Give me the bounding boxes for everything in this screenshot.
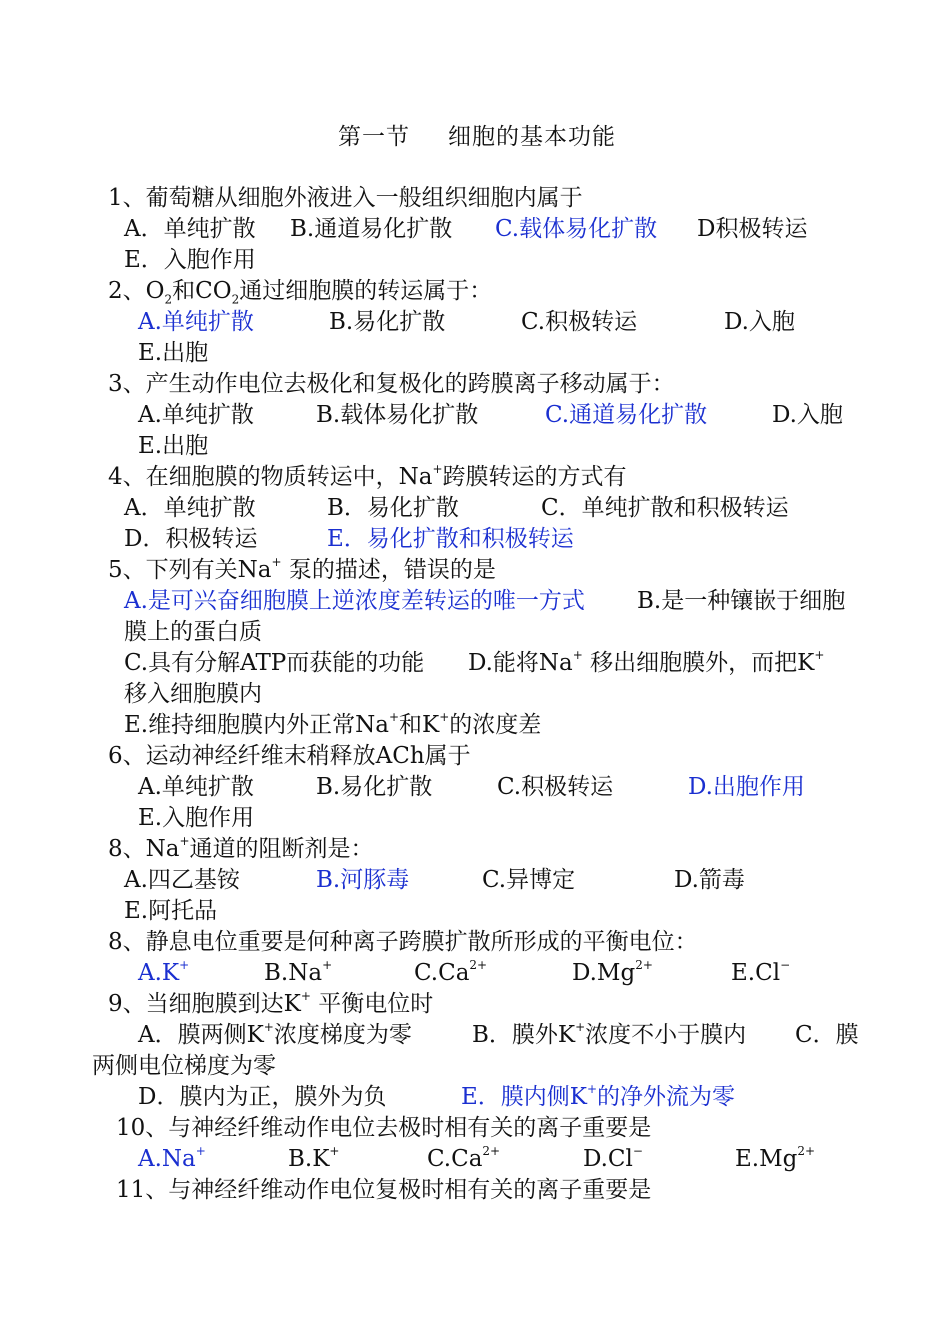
q2-option-d: D.入胞 <box>724 309 795 335</box>
q8-e-superscript: − <box>780 958 791 973</box>
q5-option-d-continued: 移入细胞膜内 <box>124 681 262 707</box>
q9-e-part: 的净外流为零 <box>597 1084 736 1110</box>
q5-d-superscript: + <box>572 648 583 663</box>
q5-superscript: + <box>271 555 282 570</box>
question-7-stem <box>108 834 374 864</box>
q6-option-a: A.单纯扩散 <box>138 774 254 800</box>
q5-d-part: 移出细胞膜外，而把K <box>582 650 815 676</box>
q2-stem-part: 和CO <box>172 278 232 304</box>
q9-b-part: B．膜外K <box>472 1022 576 1048</box>
q10-option-a-answer <box>138 1144 206 1174</box>
q5-stem-part: 5、下列有关Na <box>108 557 272 583</box>
q8-c-superscript: 2+ <box>469 958 488 973</box>
q5-option-b-continued: 膜上的蛋白质 <box>124 619 262 645</box>
q4-option-e-answer: E．易化扩散和积极转运 <box>327 526 574 552</box>
q9-option-e-answer <box>461 1082 735 1112</box>
question-5-stem <box>108 555 496 585</box>
q5-e-superscript: + <box>439 710 450 725</box>
q7-option-e: E.阿托品 <box>124 898 218 924</box>
q9-stem-part: 9、当细胞膜到达K <box>108 991 301 1017</box>
q5-e-part: 和K <box>399 712 440 738</box>
q1-option-d: D积极转运 <box>697 216 808 242</box>
question-9-stem <box>108 989 433 1019</box>
q9-superscript: + <box>300 989 311 1004</box>
question-4-stem <box>108 462 627 492</box>
q6-option-e: E.入胞作用 <box>138 805 255 831</box>
q9-a-part: A．膜两侧K <box>138 1022 264 1048</box>
q8-c-text: C.Ca <box>414 960 470 986</box>
q2-stem-part: 通过细胞膜的转运属于： <box>239 278 493 304</box>
q1-option-c-answer: C.载体易化扩散 <box>495 216 658 242</box>
question-2-stem <box>108 276 492 306</box>
q1-option-a: A．单纯扩散 <box>124 216 256 242</box>
q9-option-c: C．膜 <box>795 1022 859 1048</box>
q9-option-c-continued: 两侧电位梯度为零 <box>92 1053 276 1079</box>
q6-option-b: B.易化扩散 <box>316 774 433 800</box>
q2-subscript: 2 <box>164 292 173 307</box>
q9-option-b <box>472 1020 746 1050</box>
q9-a-superscript: + <box>263 1020 274 1035</box>
q7-superscript: + <box>179 834 190 849</box>
q9-option-d: D．膜内为正，膜外为负 <box>138 1084 387 1110</box>
q4-option-c: C．单纯扩散和积极转运 <box>541 495 789 521</box>
q8-option-c <box>414 958 487 988</box>
q7-option-b-answer: B.河豚毒 <box>316 867 410 893</box>
q4-option-d: D．积极转运 <box>124 526 258 552</box>
q10-option-e <box>735 1144 815 1174</box>
q9-b-superscript: + <box>575 1020 586 1035</box>
q5-e-superscript: + <box>388 710 400 725</box>
q7-option-c: C.异博定 <box>482 867 576 893</box>
question-1-stem: 1、葡萄糖从细胞外液进入一般组织细胞内属于 <box>108 185 583 211</box>
q2-stem-part: 2、O <box>108 278 165 304</box>
q8-option-b <box>264 958 332 988</box>
q4-stem-part: 4、在细胞膜的物质转运中，Na <box>108 464 433 490</box>
q8-option-e <box>731 958 790 988</box>
q8-option-d <box>572 958 653 988</box>
q2-option-e: E.出胞 <box>138 340 209 366</box>
q10-c-text: C.Ca <box>427 1146 483 1172</box>
q10-b-text: B.K <box>288 1146 330 1172</box>
q8-a-text: A.K <box>138 960 180 986</box>
question-6-stem: 6、运动神经纤维末稍释放ACh属于 <box>108 743 471 769</box>
q5-option-d <box>468 648 824 678</box>
q5-option-b: B.是一种镶嵌于细胞 <box>637 588 846 614</box>
q2-option-a-answer: A.单纯扩散 <box>138 309 254 335</box>
q1-option-e: E．入胞作用 <box>124 247 256 273</box>
q8-b-text: B.Na <box>264 960 323 986</box>
q3-option-e: E.出胞 <box>138 433 209 459</box>
q9-e-part: E．膜内侧K <box>461 1084 587 1110</box>
q5-stem-part: 泵的描述，错误的是 <box>281 557 496 583</box>
q10-c-superscript: 2+ <box>482 1144 501 1159</box>
q5-e-part: E.维持细胞膜内外正常Na <box>124 712 389 738</box>
question-3-stem: 3、产生动作电位去极化和复极化的跨膜离子移动属于： <box>108 371 675 397</box>
q4-option-b: B．易化扩散 <box>327 495 459 521</box>
question-8-stem: 8、静息电位重要是何种离子跨膜扩散所形成的平衡电位： <box>108 929 698 955</box>
q9-b-part: 浓度不小于膜内 <box>585 1022 747 1048</box>
q2-option-c: C.积极转运 <box>521 309 638 335</box>
q8-d-text: D.Mg <box>572 960 636 986</box>
q7-stem-part: 8、Na <box>108 836 180 862</box>
q9-option-a <box>138 1020 412 1050</box>
q9-e-superscript: + <box>586 1082 598 1097</box>
q9-stem-part: 平衡电位时 <box>310 991 434 1017</box>
q7-option-d: D.箭毒 <box>674 867 745 893</box>
q10-e-text: E.Mg <box>735 1146 798 1172</box>
question-10-stem: 10、与神经纤维动作电位去极时相有关的离子重要是 <box>116 1115 652 1141</box>
q6-option-d-answer: D.出胞作用 <box>688 774 805 800</box>
q10-b-superscript: + <box>329 1144 340 1159</box>
section-title <box>338 122 616 152</box>
q8-b-superscript: + <box>322 958 333 973</box>
q10-d-text: D.Cl <box>583 1146 633 1172</box>
q10-a-text: A.Na <box>138 1146 196 1172</box>
q5-option-c: C.具有分解ATP而获能的功能 <box>124 650 425 676</box>
q2-option-b: B.易化扩散 <box>329 309 446 335</box>
q4-option-a: A．单纯扩散 <box>124 495 256 521</box>
q10-a-superscript: + <box>195 1144 206 1159</box>
q8-d-superscript: 2+ <box>635 958 653 973</box>
q7-option-a: A.四乙基铵 <box>124 867 240 893</box>
q10-option-b <box>288 1144 339 1174</box>
q3-option-c-answer: C.通道易化扩散 <box>545 402 708 428</box>
q7-stem-part: 通道的阻断剂是： <box>189 836 374 862</box>
q8-e-text: E.Cl <box>731 960 781 986</box>
q5-d-part: D.能将Na <box>468 650 573 676</box>
q1-option-b: B.通道易化扩散 <box>290 216 453 242</box>
q3-option-d: D.入胞 <box>772 402 843 428</box>
q5-option-e <box>124 710 541 740</box>
q10-option-c <box>427 1144 500 1174</box>
q10-option-d <box>583 1144 643 1174</box>
q4-superscript: + <box>432 462 443 477</box>
q5-d-superscript: + <box>814 648 825 663</box>
q10-e-superscript: 2+ <box>797 1144 816 1159</box>
title-section-name: 细胞的基本功能 <box>448 124 616 150</box>
q2-subscript: 2 <box>231 292 240 307</box>
q8-a-superscript: + <box>179 958 190 973</box>
question-11-stem: 11、与神经纤维动作电位复极时相有关的离子重要是 <box>116 1177 652 1203</box>
title-section-number: 第一节 <box>338 124 410 150</box>
q6-option-c: C.积极转运 <box>497 774 614 800</box>
q5-option-a-answer: A.是可兴奋细胞膜上逆浓度差转运的唯一方式 <box>124 588 585 614</box>
q3-option-a: A.单纯扩散 <box>138 402 254 428</box>
q5-e-part: 的浓度差 <box>449 712 542 738</box>
q8-option-a-answer <box>138 958 189 988</box>
q9-a-part: 浓度梯度为零 <box>273 1022 412 1048</box>
q3-option-b: B.载体易化扩散 <box>316 402 479 428</box>
q4-stem-part: 跨膜转运的方式有 <box>442 464 627 490</box>
q10-d-superscript: − <box>632 1144 643 1159</box>
